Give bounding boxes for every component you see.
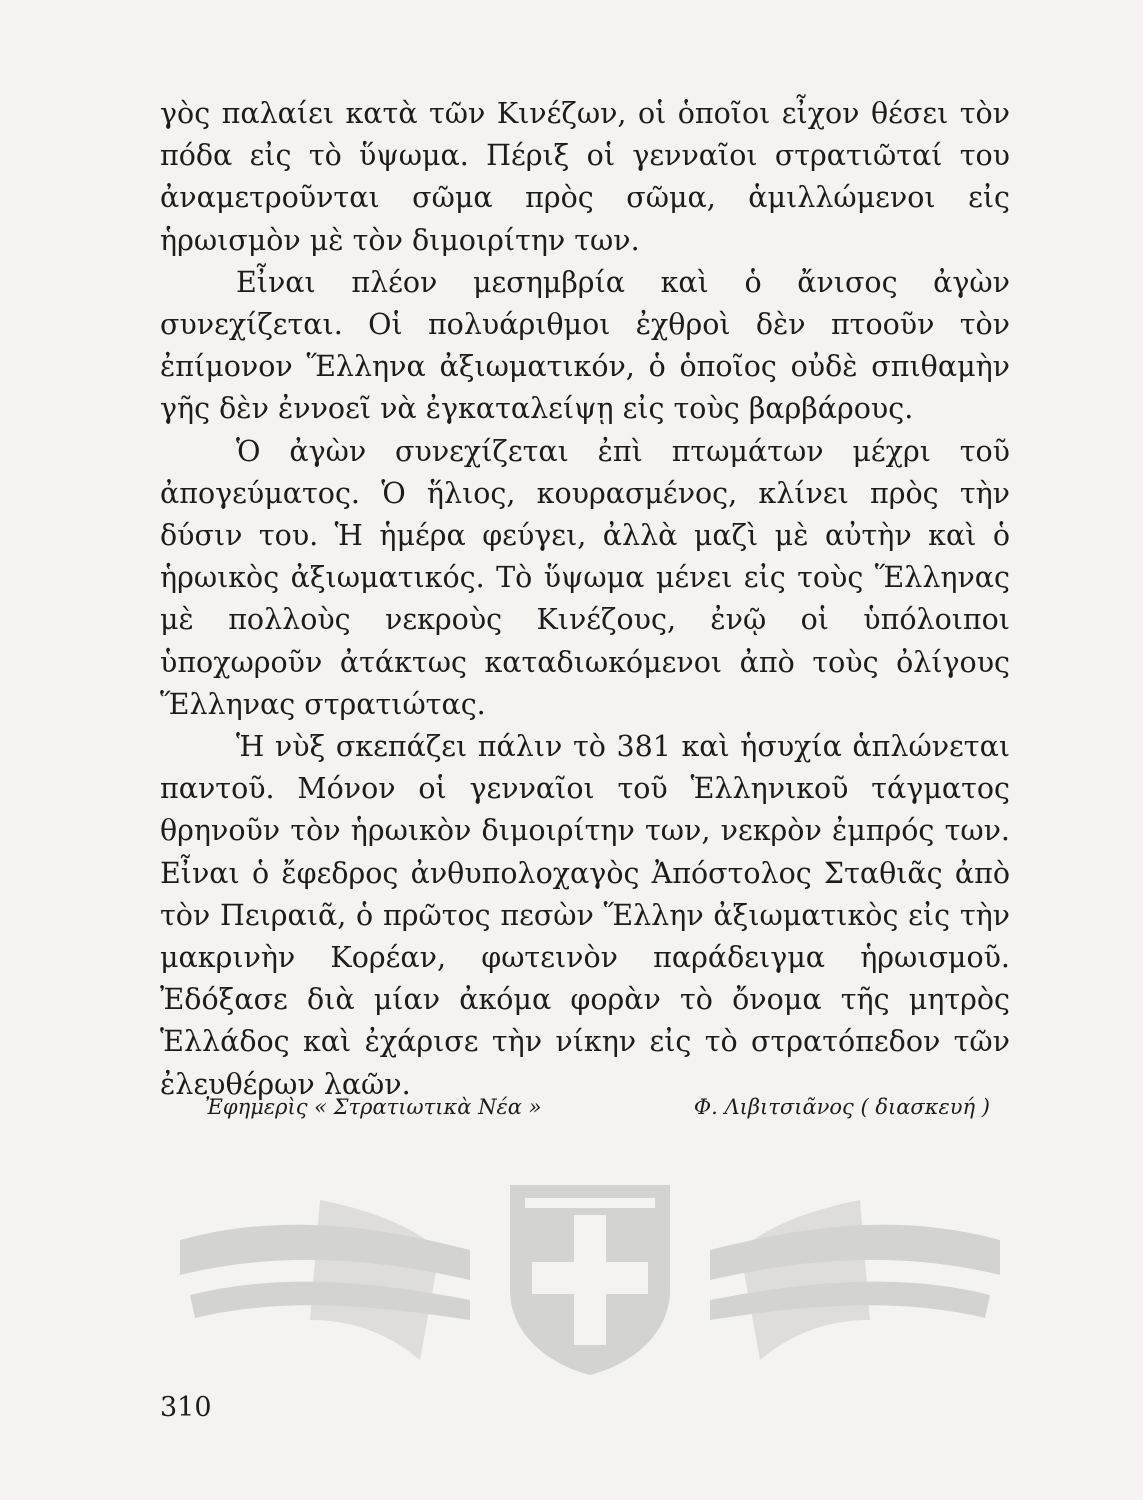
source-author: Φ. Λιβιτσιᾶνος ( διασκευή ) [693,1095,990,1119]
right-flag-fold-icon [740,1200,870,1360]
source-publication: Ἐφημερὶς « Στρατιωτικὰ Νέα » [205,1095,542,1119]
page-number: 310 [160,1392,212,1423]
left-flag-fold-icon [310,1200,440,1360]
paragraph-2: Εἶναι πλέον μεσημβρία καὶ ὁ ἄνισος ἀγὼν συνεχίζεται. Οἱ πολυάριθμοι ἐχθροὶ δὲν πτοοῦν τὸν ἐπίμονον Ἕλληνα ἀξιωματικόν, ὁ ὁποῖος οὐδὲ σπιθαμὴν γῆς δὲν ἐννοεῖ νὰ ἐγκαταλείψῃ εἰς τοὺς βαρβάρους. [160,265,1010,426]
paragraph-4: Ἡ νὺξ σκεπάζει πάλιν τὸ 381 καὶ ἡσυχία ἁπλώνεται παντοῦ. Μόνον οἱ γενναῖοι τοῦ Ἑλληνικοῦ τάγματος θρηνοῦν τὸν ἡρωικὸν διμοιρίτην των, νεκρὸν ἐμπρός των. Εἶναι ὁ ἔφεδρος ἀνθυπολοχαγὸς Ἀπόστολος Σταθιᾶς ἀπὸ τὸν Πειραιᾶ, ὁ πρῶτος πεσὼν Ἕλλην ἀξιωματικὸς εἰς τὴν μακρινὴν Κορέαν, φωτεινὸν παράδειγμα ἡρωισμοῦ. Ἐδόξασε διὰ μίαν ἀκόμα φορὰν τὸ ὄνομα τῆς μητρὸς Ἑλλάδος καὶ ἐχάρισε τὴν νίκην εἰς τὸ στρατόπεδον τῶν ἐλευθέρων λαῶν. [160,730,1010,1101]
body-text [160,93,1010,1106]
paragraph-1: γὸς παλαίει κατὰ τῶν Κινέζων, οἱ ὁποῖοι εἶχον θέσει τὸν πόδα εἰς τὸ ὕψωμα. Πέριξ οἱ γενναῖοι στρατιῶταί του ἀναμετροῦνται σῶμα πρὸς σῶμα, ἁμιλλώμενοι εἰς ἡρωισμὸν μὲ τὸν διμοιρίτην των. [160,97,1010,257]
cross-horizontal-icon [532,1262,648,1294]
paragraph-3: Ὁ ἀγὼν συνεχίζεται ἐπὶ πτωμάτων μέχρι τοῦ ἀπογεύματος. Ὁ ἥλιος, κουρασμένος, κλίνει πρὸς τὴν δύσιν του. Ἡ ἡμέρα φεύγει, ἀλλὰ μαζὶ μὲ αὐτὴν καὶ ὁ ἡρωικὸς ἀξιωματικός. Τὸ ὕψωμα μένει εἰς τοὺς Ἕλληνας μὲ πολλοὺς νεκροὺς Κινέζους, ἐνῷ οἱ ὑπόλοιποι ὑποχωροῦν ἀτάκτως καταδιωκόμενοι ἀπὸ τοὺς ὀλίγους Ἕλληνας στρατιώτας. [160,434,1010,721]
greek-flags-emblem-icon [170,1170,1010,1380]
source-citation [205,1095,990,1119]
